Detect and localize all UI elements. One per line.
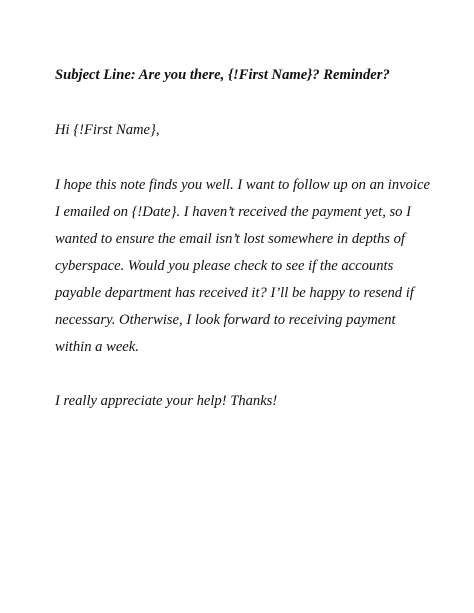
- letter-content: [55, 62, 430, 415]
- body-line: I hope this note finds you well. I want to follow up on an invoice: [55, 177, 430, 193]
- body-paragraph: [55, 172, 430, 361]
- body-line: within a week.: [55, 339, 139, 355]
- body-line: payable department has received it? I’ll be happy to resend if: [55, 285, 414, 301]
- body-line: cyberspace. Would you please check to see if the accounts: [55, 258, 394, 274]
- closing-line: I really appreciate your help! Thanks!: [55, 393, 278, 409]
- body-line: necessary. Otherwise, I look forward to receiving payment: [55, 312, 396, 328]
- body-line: wanted to ensure the email isn’t lost somewhere in depths of: [55, 231, 405, 247]
- greeting: Hi {!First Name},: [55, 122, 160, 138]
- body-line: I emailed on {!Date}. I haven’t received the payment yet, so I: [55, 204, 411, 220]
- subject-line: Subject Line: Are you there, {!First Name}? Reminder?: [55, 67, 390, 83]
